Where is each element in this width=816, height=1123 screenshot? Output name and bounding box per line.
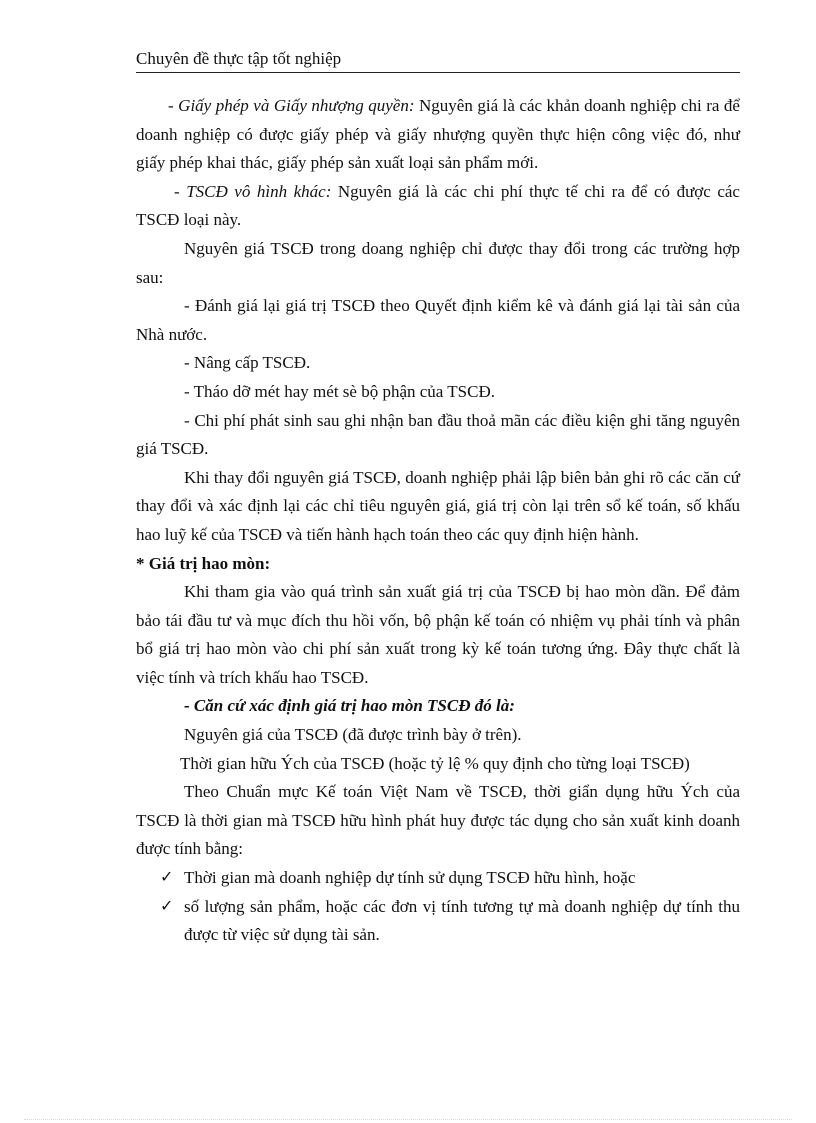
license-text: Nguyên giá là các khản doanh nghiệp chi ra để doanh nghiệp có được giấy phép và giấy nhượng quyền thực hiện công việc đó, như giấy phép khai thác, giấy phép sản xuất loại sản phẩm mới. bbox=[136, 96, 740, 173]
other-intangible-label: - TSCĐ vô hình khác: bbox=[174, 181, 332, 201]
list-item-text: Thời gian mà doanh nghiệp dự tính sử dụng TSCĐ hữu hình, hoặc bbox=[184, 868, 636, 888]
list-item bbox=[136, 864, 740, 893]
heading-wear-value: * Giá trị hao mòn: bbox=[136, 553, 271, 573]
header-title: Chuyên đề thực tập tốt nghiệp bbox=[136, 49, 342, 68]
list-item-text: số lượng sản phẩm, hoặc các đơn vị tính tương tự mà doanh nghiệp dự tính thu được từ việc sử dụng tài sản. bbox=[184, 896, 740, 945]
paragraph-other-intangible bbox=[136, 178, 740, 235]
license-label: - Giấy phép và Giấy nhượng quyền: bbox=[168, 96, 415, 115]
checkmark-icon: ✓ bbox=[160, 897, 174, 915]
paragraph-change-record: Khi thay đổi nguyên giá TSCĐ, doanh nghiệp phải lập biên bản ghi rõ các căn cứ thay đổi và xác định lại các chỉ tiêu nguyên giá, giá trị còn lại trên sổ kế toán, số khấu hao luỹ kế của TSCĐ và tiến hành hạch toán theo các quy định hiện hành. bbox=[136, 467, 740, 544]
other-intangible-text: Nguyên giá là các chi phí thực tế chi ra để có được các TSCĐ loại này. bbox=[136, 181, 740, 230]
checkmark-icon: ✓ bbox=[160, 869, 174, 887]
paragraph-dismantle: - Tháo dỡ mét hay mét sè bộ phận của TSCĐ. bbox=[184, 381, 495, 401]
paragraph-revaluation: - Đánh giá lại giá trị TSCĐ theo Quyết định kiểm kê và đánh giá lại tài sản của Nhà nước. bbox=[136, 296, 740, 344]
paragraph-subsequent-cost: - Chi phí phát sinh sau ghi nhận ban đầu thoả mãn các điều kiện ghi tăng nguyên giá TSCĐ. bbox=[136, 410, 740, 459]
paragraph-upgrade: - Nâng cấp TSCĐ. bbox=[184, 353, 311, 373]
paragraph-cost-change: Nguyên giá TSCĐ trong doang nghiệp chỉ được thay đổi trong các trường hợp sau: bbox=[136, 238, 740, 287]
page-header bbox=[136, 48, 740, 73]
paragraph-wear: Khi tham gia vào quá trình sản xuất giá trị của TSCĐ bị hao mòn dần. Để đảm bảo tái đầu tư và mục đích thu hồi vốn, bộ phận kế toán có nhiệm vụ phải tính và phân bổ giá trị hao mòn vào chi phí sản xuất trong kỳ kế toán tương ứng. Đây thực chất là việc tính và trích khấu hao TSCĐ. bbox=[136, 582, 740, 687]
document-body bbox=[136, 92, 740, 950]
paragraph-standard: Theo Chuẩn mực Kế toán Việt Nam về TSCĐ, thời giẩn dụng hữu Ých của TSCĐ là thời gian mà TSCĐ hữu hình phát huy được tác dụng cho sản xuất kinh doanh được tính bằng: bbox=[136, 782, 740, 859]
subheading-basis: - Căn cứ xác định giá trị hao mòn TSCĐ đó là: bbox=[184, 696, 515, 716]
page-bottom-divider bbox=[24, 1119, 792, 1120]
paragraph-license bbox=[136, 92, 740, 178]
paragraph-useful-life: Thời gian hữu Ých của TSCĐ (hoặc tỷ lệ % quy định cho từng loại TSCĐ) bbox=[180, 753, 690, 773]
list-item bbox=[136, 893, 740, 950]
check-list bbox=[136, 864, 740, 950]
paragraph-original-cost: Nguyên giá của TSCĐ (đã được trình bày ở trên). bbox=[184, 725, 522, 745]
